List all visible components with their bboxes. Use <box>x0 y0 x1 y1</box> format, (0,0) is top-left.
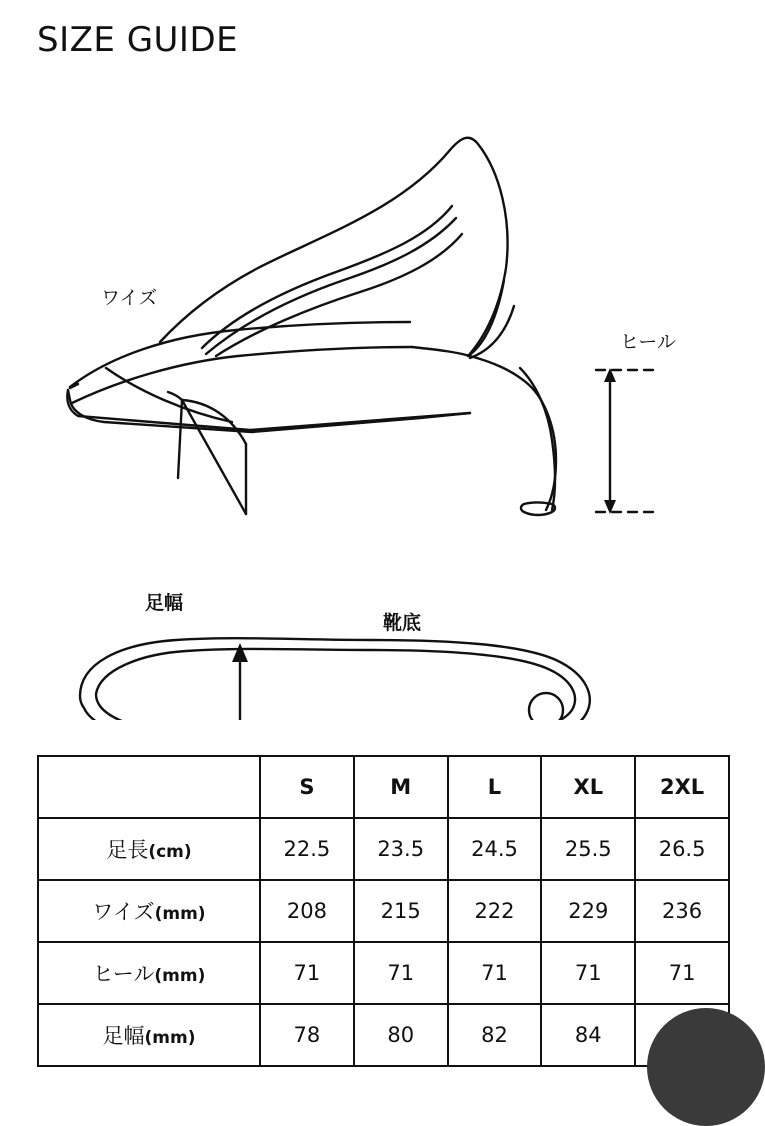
table-col-s: S <box>260 756 354 818</box>
page-title: SIZE GUIDE <box>37 20 239 60</box>
table-col-xl: XL <box>541 756 635 818</box>
table-row <box>38 942 729 1004</box>
cell-value: 71 <box>635 942 729 1004</box>
row-unit-text: (mm) <box>144 1028 196 1048</box>
cell-value: 71 <box>448 942 542 1004</box>
cell-value: 23.5 <box>354 818 448 880</box>
table-row <box>38 880 729 942</box>
row-unit-text: (mm) <box>154 904 206 924</box>
label-sole: 靴底 <box>383 612 422 634</box>
row-label-text: ヒール <box>92 962 155 986</box>
cell-value: 24.5 <box>448 818 542 880</box>
row-label-foot-width <box>38 1004 260 1066</box>
table-row <box>38 818 729 880</box>
cell-value: 80 <box>354 1004 448 1066</box>
label-waiz: ワイズ <box>101 287 158 309</box>
row-label-heel <box>38 942 260 1004</box>
cell-value: 84 <box>541 1004 635 1066</box>
cell-value: 26.5 <box>635 818 729 880</box>
cell-value: 215 <box>354 880 448 942</box>
table-col-m: M <box>354 756 448 818</box>
cell-value: 82 <box>448 1004 542 1066</box>
row-label-text: ワイズ <box>92 900 155 924</box>
cell-value: 25.5 <box>541 818 635 880</box>
table-row <box>38 1004 729 1066</box>
label-foot-width: 足幅 <box>145 592 184 614</box>
size-table <box>37 755 730 1067</box>
row-label-waiz <box>38 880 260 942</box>
table-corner-cell <box>38 756 260 818</box>
label-heel: ヒール <box>620 331 676 353</box>
table-header-row <box>38 756 729 818</box>
cell-value: 22.5 <box>260 818 354 880</box>
cell-value: 236 <box>635 880 729 942</box>
row-unit-text: (cm) <box>148 842 192 862</box>
row-unit-text: (mm) <box>154 966 206 986</box>
cell-value: 71 <box>541 942 635 1004</box>
table-col-l: L <box>448 756 542 818</box>
table-col-2xl: 2XL <box>635 756 729 818</box>
cell-value: 222 <box>448 880 542 942</box>
row-label-foot-length <box>38 818 260 880</box>
cell-value: 78 <box>260 1004 354 1066</box>
cell-value: 71 <box>354 942 448 1004</box>
cell-value: 71 <box>260 942 354 1004</box>
row-label-text: 足長 <box>106 838 149 862</box>
corner-decoration <box>647 1008 765 1126</box>
cell-value: 229 <box>541 880 635 942</box>
cell-value: 208 <box>260 880 354 942</box>
row-label-text: 足幅 <box>102 1024 145 1048</box>
